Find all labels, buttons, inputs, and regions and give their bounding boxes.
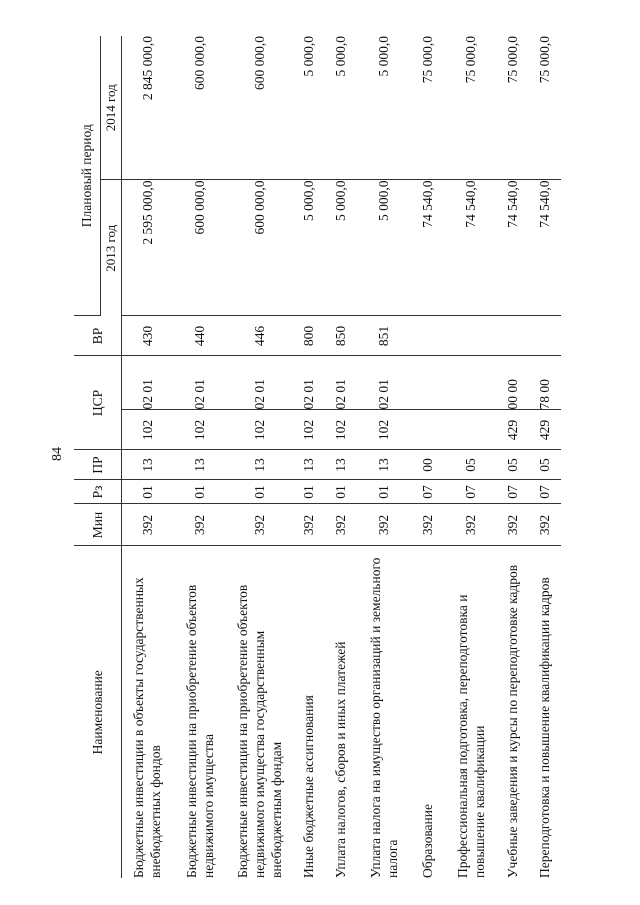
row-csr-sub [411,356,447,410]
row-min: 392 [359,504,411,546]
row-min: 392 [295,504,325,546]
row-vr: 851 [359,316,411,356]
row-pr: 13 [122,450,175,480]
table-row [325,36,359,878]
header-year-2013: 2013 год [101,180,122,316]
row-name: Иные бюджетные ассигнования [301,695,317,878]
row-pr: 13 [295,450,325,480]
row-pr: 13 [359,450,411,480]
row-name: Уплата налога на имущество организаций и земельного налога [367,557,400,878]
row-pr: 13 [227,450,295,480]
row-rz: 07 [531,480,561,504]
row-2013: 74 540,0 [497,180,531,316]
header-vr: ВР [74,316,122,356]
row-name: Бюджетные инвестиции в объекты государственных внебюджетных фондов [131,577,164,878]
row-csr-program [411,410,447,450]
row-rz: 01 [325,480,359,504]
row-csr-program: 102 [359,410,411,450]
row-csr-program: 429 [497,410,531,450]
row-min: 392 [122,504,175,546]
row-2013: 5 000,0 [295,180,325,316]
row-vr: 430 [122,316,175,356]
row-csr-sub: 78 00 [531,356,561,410]
row-csr-sub: 02 01 [325,356,359,410]
row-pr: 05 [531,450,561,480]
row-2014: 5 000,0 [295,36,325,180]
row-2013: 74 540,0 [447,180,497,316]
row-csr-program: 429 [531,410,561,450]
row-csr-program: 102 [325,410,359,450]
row-2013: 74 540,0 [531,180,561,316]
header-year-2014: 2014 год [101,36,122,180]
row-vr: 446 [227,316,295,356]
row-csr-sub [447,356,497,410]
header-csr: ЦСР [74,356,122,450]
row-rz: 01 [359,480,411,504]
row-pr: 05 [447,450,497,480]
rotated-table-container [74,36,616,878]
row-name: Переподготовка и повышение квалификации кадров [537,577,553,878]
row-min: 392 [175,504,227,546]
row-2014: 75 000,0 [411,36,447,180]
row-pr: 13 [325,450,359,480]
row-name: Бюджетные инвестиции на приобретение объектов недвижимого имущества государственным внебюджетным фондам [235,584,284,878]
row-2013: 5 000,0 [359,180,411,316]
header-name: Наименование [74,546,122,878]
table-header [74,36,122,878]
budget-table [74,36,561,878]
row-csr-sub: 02 01 [122,356,175,410]
table-row [227,36,295,878]
row-vr [411,316,447,356]
row-csr-sub: 02 01 [295,356,325,410]
row-rz: 01 [295,480,325,504]
row-pr: 00 [411,450,447,480]
row-2013: 2 595 000,0 [122,180,175,316]
row-rz: 01 [175,480,227,504]
row-rz: 07 [447,480,497,504]
row-csr-sub: 02 01 [175,356,227,410]
row-name: Учебные заведения и курсы по переподготовке кадров [505,564,521,878]
row-csr-sub: 02 01 [227,356,295,410]
table-row [359,36,411,878]
row-csr-program [447,410,497,450]
table-row [411,36,447,878]
row-min: 392 [325,504,359,546]
page-number: 84 [50,447,65,461]
table-row [497,36,531,878]
row-min: 392 [447,504,497,546]
table-row [295,36,325,878]
row-vr [531,316,561,356]
row-2013: 74 540,0 [411,180,447,316]
row-min: 392 [531,504,561,546]
row-rz: 07 [411,480,447,504]
row-2014: 5 000,0 [325,36,359,180]
row-csr-program: 102 [227,410,295,450]
row-vr [497,316,531,356]
row-min: 392 [411,504,447,546]
row-2014: 75 000,0 [497,36,531,180]
row-vr: 800 [295,316,325,356]
row-rz: 01 [122,480,175,504]
row-vr: 850 [325,316,359,356]
table-row [175,36,227,878]
row-csr-program: 102 [122,410,175,450]
row-vr: 440 [175,316,227,356]
row-min: 392 [497,504,531,546]
row-2014: 600 000,0 [227,36,295,180]
row-2014: 2 845 000,0 [122,36,175,180]
row-2013: 600 000,0 [175,180,227,316]
row-2014: 5 000,0 [359,36,411,180]
table-row [447,36,497,878]
table-row [122,36,175,878]
row-csr-sub: 02 01 [359,356,411,410]
row-min: 392 [227,504,295,546]
header-pr: ПР [74,450,122,480]
row-name: Уплата налогов, сборов и иных платежей [333,641,349,878]
row-pr: 13 [175,450,227,480]
row-rz: 07 [497,480,531,504]
header-min: Мин [74,504,122,546]
row-name: Образование [420,804,436,878]
header-rz: Рз [74,480,122,504]
row-csr-sub: 00 00 [497,356,531,410]
row-pr: 05 [497,450,531,480]
row-csr-program: 102 [295,410,325,450]
row-2014: 75 000,0 [531,36,561,180]
row-name: Бюджетные инвестиции на приобретение объектов недвижимого имущества [183,584,216,878]
row-2014: 75 000,0 [447,36,497,180]
rotated-table-frame [74,36,616,878]
row-name: Профессиональная подготовка, переподготовка и повышение квалификации [454,594,487,878]
table-row [531,36,561,878]
row-2013: 5 000,0 [325,180,359,316]
row-rz: 01 [227,480,295,504]
row-csr-program: 102 [175,410,227,450]
row-vr [447,316,497,356]
table-body [122,36,561,878]
header-planned-period: Плановый период [74,36,101,316]
row-2014: 600 000,0 [175,36,227,180]
row-2013: 600 000,0 [227,180,295,316]
